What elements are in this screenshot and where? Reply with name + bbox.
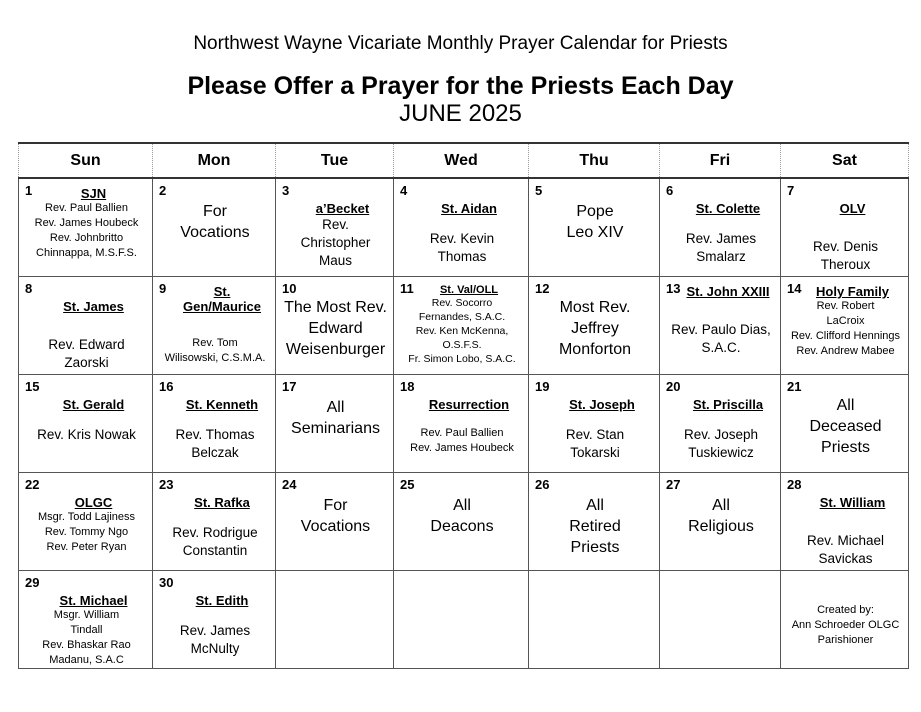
parish-name: Holy Family — [816, 284, 889, 299]
day-cell-9 — [153, 277, 276, 375]
day-number: 24 — [282, 477, 297, 492]
empty-day-cell — [394, 571, 529, 669]
parish-name: SJN — [80, 186, 107, 201]
day-number: 13 — [666, 281, 681, 296]
intention-text: Religious — [688, 518, 754, 535]
day-number: 5 — [535, 183, 543, 198]
day-number: 4 — [400, 183, 408, 198]
day-cell-21 — [781, 375, 909, 473]
day-cell-27 — [660, 473, 781, 571]
parish-name: OLGC — [74, 495, 113, 510]
credit-line: Parishioner — [817, 634, 874, 646]
intention-text: The Most Rev. — [284, 299, 387, 316]
priest-name: Rev. Tommy Ngo — [44, 526, 129, 538]
intention-text: All — [712, 497, 730, 514]
day-cell-26 — [529, 473, 660, 571]
intention-text: All — [326, 399, 345, 416]
day-number: 15 — [25, 379, 40, 394]
day-number: 17 — [282, 379, 297, 394]
priest-name: Rev. James — [685, 231, 757, 246]
priest-name: Rev. James Houbeck — [34, 217, 139, 229]
month-title: JUNE 2025 — [399, 100, 522, 127]
priest-name: Rev. Bhaskar Rao — [42, 639, 131, 651]
priest-name: Rev. Kevin — [429, 231, 495, 246]
day-number: 3 — [282, 183, 290, 198]
intention-text: Weisenburger — [285, 341, 386, 358]
priest-name: Rev. James Houbeck — [410, 442, 514, 454]
priest-name: Chinnappa, M.S.F.S. — [36, 247, 137, 259]
intention-text: Vocations — [300, 518, 371, 535]
parish-name: St. Joseph — [569, 397, 635, 412]
week-row — [19, 375, 909, 473]
intention-text: Deceased — [809, 418, 882, 435]
day-cell-17 — [276, 375, 394, 473]
priest-name: Rev. Robert — [816, 300, 875, 312]
day-cell-14 — [781, 277, 909, 375]
intention-text: Deacons — [430, 518, 494, 535]
credit-line: Ann Schroeder OLGC — [791, 619, 900, 631]
priest-name: Rev. Denis — [812, 239, 879, 254]
weekday-thu: Thu — [529, 143, 660, 178]
priest-name: Madanu, S.A.C — [49, 654, 124, 666]
week-row — [19, 473, 909, 571]
intention-text: All — [453, 497, 471, 514]
day-cell-20 — [660, 375, 781, 473]
day-cell-23 — [153, 473, 276, 571]
intention-text: Edward — [308, 320, 363, 337]
page-title: Please Offer a Prayer for the Priests Each Day — [187, 72, 734, 100]
intention-text: All — [586, 497, 604, 514]
day-number: 7 — [787, 183, 795, 198]
day-cell-15 — [19, 375, 153, 473]
priest-name: Rev. Ken McKenna, — [415, 325, 509, 337]
priest-name: Rev. James — [179, 623, 251, 638]
day-number: 25 — [400, 477, 415, 492]
weekday-tue: Tue — [276, 143, 394, 178]
parish-name: St. Priscilla — [692, 397, 764, 412]
parish-name: St. Aidan — [441, 201, 497, 216]
priest-name: Tindall — [70, 624, 103, 636]
empty-day-cell — [276, 571, 394, 669]
day-number: 19 — [535, 379, 550, 394]
weekday-wed: Wed — [394, 143, 529, 178]
day-cell-4 — [394, 178, 529, 277]
priest-name: Rev. Andrew Mabee — [796, 345, 895, 357]
priest-name: S.A.C. — [701, 340, 741, 355]
parish-name: St. John XXIII — [686, 284, 770, 299]
parish-name: St. Edith — [195, 593, 249, 608]
day-number: 8 — [25, 281, 33, 296]
day-number: 27 — [666, 477, 681, 492]
weekday-mon: Mon — [153, 143, 276, 178]
weekday-sat: Sat — [781, 143, 909, 178]
day-number: 6 — [666, 183, 674, 198]
parish-name: St. Michael — [59, 593, 128, 608]
parish-name: St. Rafka — [194, 495, 250, 510]
day-number: 14 — [787, 281, 802, 296]
day-number: 10 — [282, 281, 297, 296]
priest-name: Thomas — [437, 249, 487, 264]
weekday-header-row — [19, 143, 909, 178]
day-cell-3 — [276, 178, 394, 277]
priest-name: Tokarski — [570, 445, 620, 460]
day-number: 23 — [159, 477, 174, 492]
parish-name: St. Gen/Maurice — [182, 284, 262, 314]
priest-name: Theroux — [820, 257, 871, 272]
day-number: 30 — [159, 575, 174, 590]
intention-text: Seminarians — [291, 420, 380, 437]
priest-name: Rev. Tom — [192, 337, 238, 349]
day-number: 9 — [159, 281, 167, 296]
parish-name: Resurrection — [428, 397, 510, 412]
day-cell-16 — [153, 375, 276, 473]
parish-name: St. Colette — [695, 201, 761, 216]
intention-text: All — [836, 397, 855, 414]
priest-name: Tuskiewicz — [688, 445, 754, 460]
priest-name: LaCroix — [826, 315, 865, 327]
day-cell-7 — [781, 178, 909, 277]
intention-text: Jeffrey — [571, 320, 619, 337]
intention-text: Priests — [821, 439, 870, 456]
weekday-fri: Fri — [660, 143, 781, 178]
day-cell-25 — [394, 473, 529, 571]
day-number: 21 — [787, 379, 802, 394]
day-number: 11 — [400, 281, 414, 296]
priest-name: Rev. Joseph — [683, 427, 759, 442]
day-number: 12 — [535, 281, 550, 296]
day-number: 2 — [159, 183, 167, 198]
priest-name: Rev. Peter Ryan — [46, 541, 127, 553]
day-number: 22 — [25, 477, 40, 492]
priest-name: Rev. Stan — [565, 427, 625, 442]
priest-name: Zaorski — [64, 355, 109, 370]
weekday-sun: Sun — [19, 143, 153, 178]
priest-name: Savickas — [818, 551, 873, 566]
intention-text: Monforton — [558, 341, 632, 358]
day-cell-30 — [153, 571, 276, 669]
day-cell-18 — [394, 375, 529, 473]
empty-day-cell — [529, 571, 660, 669]
day-cell-19 — [529, 375, 660, 473]
parish-name: St. James — [63, 299, 124, 314]
priest-name: Rev. — [322, 217, 349, 232]
parish-name: a’Becket — [315, 201, 370, 216]
day-number: 26 — [535, 477, 550, 492]
priest-name: Wilisowski, C.S.M.A. — [164, 352, 266, 364]
priest-name: Maus — [318, 253, 352, 268]
credit-line: Created by: — [817, 604, 874, 616]
intention-text: Most Rev. — [559, 299, 631, 316]
empty-day-cell — [660, 571, 781, 669]
priest-name: O.S.F.S. — [442, 339, 482, 351]
intention-text: Leo XIV — [566, 224, 624, 241]
priest-name: Fernandes, S.A.C. — [418, 311, 506, 323]
priest-name: Rev. Paul Ballien — [45, 202, 128, 214]
day-cell-29 — [19, 571, 153, 669]
day-cell-10 — [276, 277, 394, 375]
day-number: 20 — [666, 379, 681, 394]
parish-name: St. Gerald — [62, 397, 125, 412]
week-row — [19, 178, 909, 277]
priest-name: Rev. Rodrigue — [172, 525, 258, 540]
priest-name: Rev. Edward — [48, 337, 125, 352]
priest-name: Belczak — [191, 445, 239, 460]
day-cell-22 — [19, 473, 153, 571]
priest-name: McNulty — [190, 641, 240, 656]
week-row — [19, 571, 909, 669]
day-cell-24 — [276, 473, 394, 571]
day-number: 29 — [25, 575, 40, 590]
intention-text: Pope — [576, 203, 614, 220]
priest-name: Fr. Simon Lobo, S.A.C. — [408, 353, 516, 365]
day-cell-8 — [19, 277, 153, 375]
priest-name: Smalarz — [696, 249, 746, 264]
day-number: 16 — [159, 379, 174, 394]
priest-name: Rev. Thomas — [175, 427, 255, 442]
day-cell-13 — [660, 277, 781, 375]
parish-name: St. Kenneth — [185, 397, 259, 412]
priest-name: Christopher — [300, 235, 371, 250]
day-cell-12 — [529, 277, 660, 375]
day-cell-5 — [529, 178, 660, 277]
priest-name: Rev. Socorro — [431, 297, 493, 309]
priest-name: Rev. Kris Nowak — [37, 427, 136, 442]
priest-name: Rev. Michael — [806, 533, 885, 548]
week-row — [19, 277, 909, 375]
intention-text: Priests — [570, 539, 620, 556]
intention-text: Vocations — [180, 224, 250, 241]
day-cell-11 — [394, 277, 529, 375]
intention-text: For — [323, 497, 348, 514]
day-cell-1 — [19, 178, 153, 277]
priest-name: Msgr. Todd Lajiness — [37, 511, 136, 523]
priest-name: Rev. Clifford Hennings — [790, 330, 901, 342]
parish-name: OLV — [839, 201, 866, 216]
parish-name: St. William — [819, 495, 886, 510]
intention-text: For — [203, 203, 227, 220]
calendar-org-title: Northwest Wayne Vicariate Monthly Prayer Calendar for Priests — [193, 33, 728, 54]
intention-text: Retired — [569, 518, 621, 535]
priest-name: Constantin — [182, 543, 248, 558]
priest-name: Msgr. William — [53, 609, 120, 621]
parish-name: St. Val/OLL — [439, 284, 499, 296]
day-cell-6 — [660, 178, 781, 277]
priest-name: Rev. Paul Ballien — [420, 427, 504, 439]
credit-cell — [781, 571, 909, 669]
day-cell-28 — [781, 473, 909, 571]
priest-name: Rev. Paulo Dias, — [671, 322, 771, 337]
prayer-calendar — [18, 142, 909, 669]
day-number: 18 — [400, 379, 415, 394]
priest-name: Rev. Johnbritto — [49, 232, 124, 244]
day-cell-2 — [153, 178, 276, 277]
day-number: 1 — [25, 183, 33, 198]
day-number: 28 — [787, 477, 802, 492]
